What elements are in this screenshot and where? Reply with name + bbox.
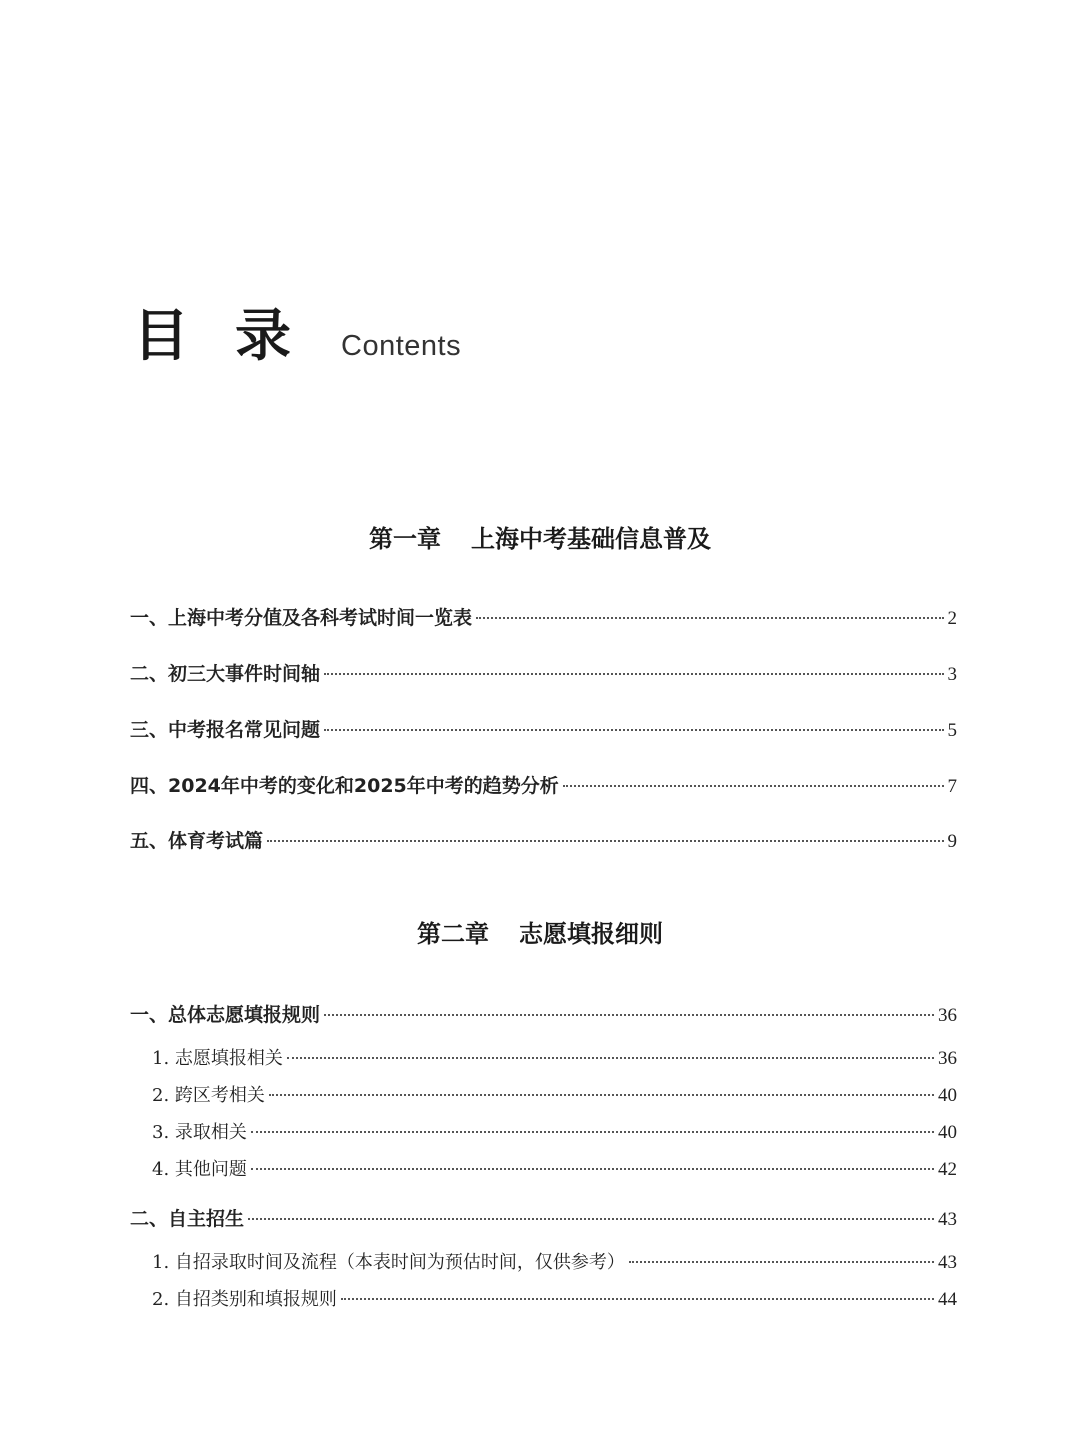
toc-subentry[interactable] [152, 1248, 957, 1274]
toc-subentry-page: 43 [938, 1252, 957, 1273]
toc-entry-title: 一、总体志愿填报规则 [130, 1004, 321, 1026]
toc-entry-page: 3 [947, 664, 957, 685]
toc-subentry-title: 1. 志愿填报相关 [152, 1048, 283, 1069]
toc-subentry[interactable] [152, 1044, 957, 1070]
leader-dots [287, 1057, 934, 1059]
leader-dots [629, 1261, 934, 1263]
leader-dots [251, 1131, 934, 1133]
toc-subentry-title: 2. 跨区考相关 [152, 1085, 265, 1106]
leader-dots [324, 673, 943, 675]
toc-entry-title: 二、自主招生 [130, 1208, 245, 1230]
toc-entry-page: 9 [947, 831, 957, 852]
toc-entry-page: 43 [938, 1209, 957, 1230]
toc-entry[interactable] [130, 603, 957, 630]
leader-dots [248, 1218, 934, 1220]
chapter-name: 志愿填报细则 [519, 919, 663, 948]
toc-subentry-page: 44 [938, 1289, 957, 1310]
toc-entry-title: 二、初三大事件时间轴 [130, 663, 321, 685]
toc-entry[interactable] [130, 659, 957, 686]
toc-subentry[interactable] [152, 1118, 957, 1144]
toc-entry[interactable] [130, 771, 957, 798]
toc-entry-title: 五、体育考试篇 [130, 830, 264, 852]
toc-subentry[interactable] [152, 1155, 957, 1181]
toc-entry-page: 36 [938, 1005, 957, 1026]
toc-subentry-title: 1. 自招录取时间及流程（本表时间为预估时间，仅供参考） [152, 1252, 625, 1273]
toc-entry-title: 四、2024年中考的变化和2025年中考的趋势分析 [130, 775, 559, 797]
leader-dots [324, 729, 943, 731]
toc-entry-page: 2 [947, 608, 957, 629]
leader-dots [563, 785, 944, 787]
toc-entry[interactable] [130, 715, 957, 742]
leader-dots [324, 1014, 934, 1016]
toc-subentry-page: 40 [938, 1122, 957, 1143]
chapter-2-title [0, 914, 1080, 949]
chapter-name: 上海中考基础信息普及 [471, 524, 711, 553]
leader-dots [269, 1094, 934, 1096]
toc-entry-page: 5 [947, 720, 957, 741]
toc-entry[interactable] [130, 826, 957, 853]
leader-dots [341, 1298, 934, 1300]
leader-dots [251, 1168, 934, 1170]
chapter-number: 第一章 [369, 524, 441, 553]
toc-subentry-title: 3. 录取相关 [152, 1122, 247, 1143]
chapter-number: 第二章 [417, 919, 489, 948]
toc-entry-title: 三、中考报名常见问题 [130, 719, 321, 741]
toc-entry-page: 7 [947, 776, 957, 797]
leader-dots [476, 617, 943, 619]
toc-heading [133, 292, 461, 372]
toc-subentry[interactable] [152, 1081, 957, 1107]
toc-entry-title: 一、上海中考分值及各科考试时间一览表 [130, 607, 473, 629]
leader-dots [267, 840, 943, 842]
toc-heading-en: Contents [341, 330, 462, 362]
toc-subentry[interactable] [152, 1285, 957, 1311]
toc-subentry-title: 2. 自招类别和填报规则 [152, 1289, 337, 1310]
chapter-1-title [0, 519, 1080, 554]
toc-subentry-page: 40 [938, 1085, 957, 1106]
toc-heading-cn: 目录 [133, 304, 337, 369]
toc-subentry-title: 4. 其他问题 [152, 1159, 247, 1180]
toc-entry[interactable] [130, 1204, 957, 1231]
toc-subentry-page: 36 [938, 1048, 957, 1069]
toc-entry[interactable] [130, 1000, 957, 1027]
toc-subentry-page: 42 [938, 1159, 957, 1180]
